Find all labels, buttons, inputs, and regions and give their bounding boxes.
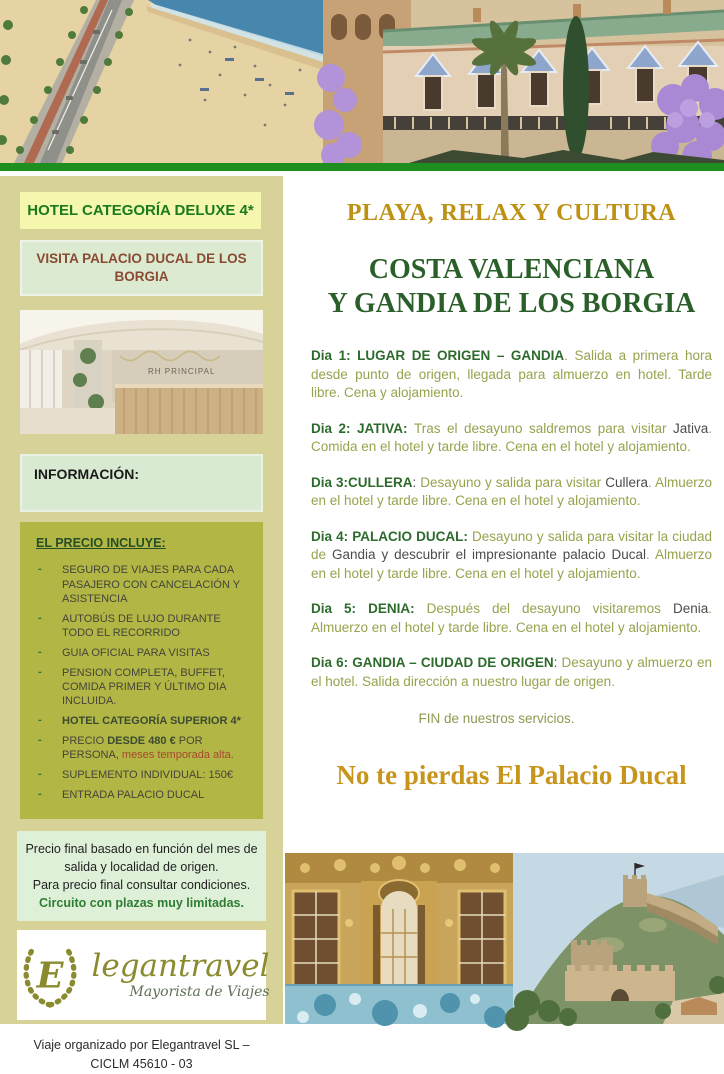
sidebar [0,176,283,1071]
price-include-item: - GUIA OFICIAL PARA VISITAS [36,646,249,660]
note-line: Precio final basado en función del mes de salida y localidad de origen. [25,841,258,874]
main-content [283,176,724,791]
price-includes-title: EL PRECIO INCLUYE: [36,536,166,551]
logo-tagline: Mayorista de Viajes [129,983,270,1000]
note-line: Para precio final consultar condiciones. [32,877,251,892]
laurel-wreath-icon [13,938,87,1012]
top-banner [0,0,724,163]
hotel-sign-text: RH PRINCIPAL [148,367,216,377]
subtitle-line-2: Y GANDIA DE LOS BORGIA [327,288,696,320]
beach-promenade-photo [0,0,323,163]
price-includes-box [20,522,263,818]
price-include-item: - HOTEL CATEGORÍA SUPERIOR 4* [36,714,249,728]
informacion-box: INFORMACIÓN: [20,454,263,512]
price-include-item: - PRECIO DESDE 480 € POR PERSONA, meses temporada alta. [36,734,249,762]
itinerary-day: Dia 3:CULLERA: Desayuno y salida para visitar Cullera. Almuerzo en el hotel y tarde libre. Cena en el hotel y alojamiento. [311,474,712,509]
organizer-line-1: Viaje organizado por Elegantravel SL – [33,1038,250,1053]
hotel-category-box: HOTEL CATEGORÍA DELUXE 4* [20,192,261,229]
itinerary-day: Dia 6: GANDIA – CIUDAD DE ORIGEN: Desayuno y almuerzo en el hotel. Salida dirección a nuestro lugar de origen. [311,655,712,689]
organizer-line-2: CICLM 45610 - 03 [90,1056,193,1071]
logo-text [91,947,270,1000]
itinerary-day: Dia 1: LUGAR DE ORIGEN – GANDIA. Salida a primera hora desde punto de origen, llegada para almuerzo en hotel. Tarde libre. Cena y alojamiento. [311,348,712,401]
hotel-lobby-photo [20,310,263,434]
logo-name: legantravel [91,947,270,984]
price-include-item: - PENSION COMPLETA, BUFFET, COMIDA PRIMER Y ÚLTIMO DIA INCLUIDA. [36,666,249,708]
palace-interior-photo [285,853,513,1024]
bottom-photos [285,853,724,1024]
itinerary-day-heading: Dia 3:CULLERA [311,474,413,490]
itinerary-day: Dia 4: PALACIO DUCAL: Desayuno y salida para visitar la ciudad de Gandia y descubrir el impresionante palacio Ducal. Almuerzo en el hotel y tarde libre. Cena en el hotel y alojamiento. [311,528,712,581]
fin-line: FIN de nuestros servicios. [418,711,575,727]
itinerary-day-heading: Dia 6: GANDIA – CIUDAD DE ORIGEN [311,655,554,671]
itinerary-day-heading: Dia 4: PALACIO DUCAL: [311,528,472,544]
subtitle-line-1: COSTA VALENCIANA [368,254,655,285]
price-include-list [36,563,249,802]
page-subtitle [311,253,712,321]
cta-line: No te pierdas El Palacio Ducal [336,760,687,791]
itinerary-day-heading: Dia 5: DENIA: [311,601,427,617]
price-include-item: - SUPLEMENTO INDIVIDUAL: 150€ [36,768,249,782]
itinerary-days [311,347,712,691]
note-box [17,831,266,922]
price-include-item: - AUTOBÚS DE LUJO DURANTE TODO EL RECORRIDO [36,612,249,640]
price-include-item: - SEGURO DE VIAJES PARA CADA PASAJERO CON CANCELACIÓN Y ASISTENCIA [36,563,249,605]
itinerary-day-heading: Dia 2: JATIVA: [311,420,414,436]
itinerary-day-heading: Dia 1: LUGAR DE ORIGEN – GANDIA [311,348,565,364]
logo-initial: E [37,955,64,997]
price-include-item: - ENTRADA PALACIO DUCAL [36,788,249,802]
palace-jacaranda-photo [323,0,724,163]
visita-palacio-box: VISITA PALACIO DUCAL DE LOS BORGIA [20,240,263,296]
itinerary-day: Dia 5: DENIA: Después del desayuno visitaremos Denia. Almuerzo en el hotel y tarde libre. Cena en el hotel y alojamiento. [311,601,712,635]
organizer-footer [20,1036,263,1074]
note-line: Circuito con plazas muy limitadas. [39,895,244,910]
elegantravel-logo [17,930,270,1020]
castle-hill-photo [513,853,724,1024]
page-title: PLAYA, RELAX Y CULTURA [346,200,677,226]
itinerary-day: Dia 2: JATIVA: Tras el desayuno saldremos para visitar Jativa. Comida en el hotel y tarde libre. Cena en el hotel y alojamiento. [311,420,713,455]
green-divider-bar [0,163,724,171]
